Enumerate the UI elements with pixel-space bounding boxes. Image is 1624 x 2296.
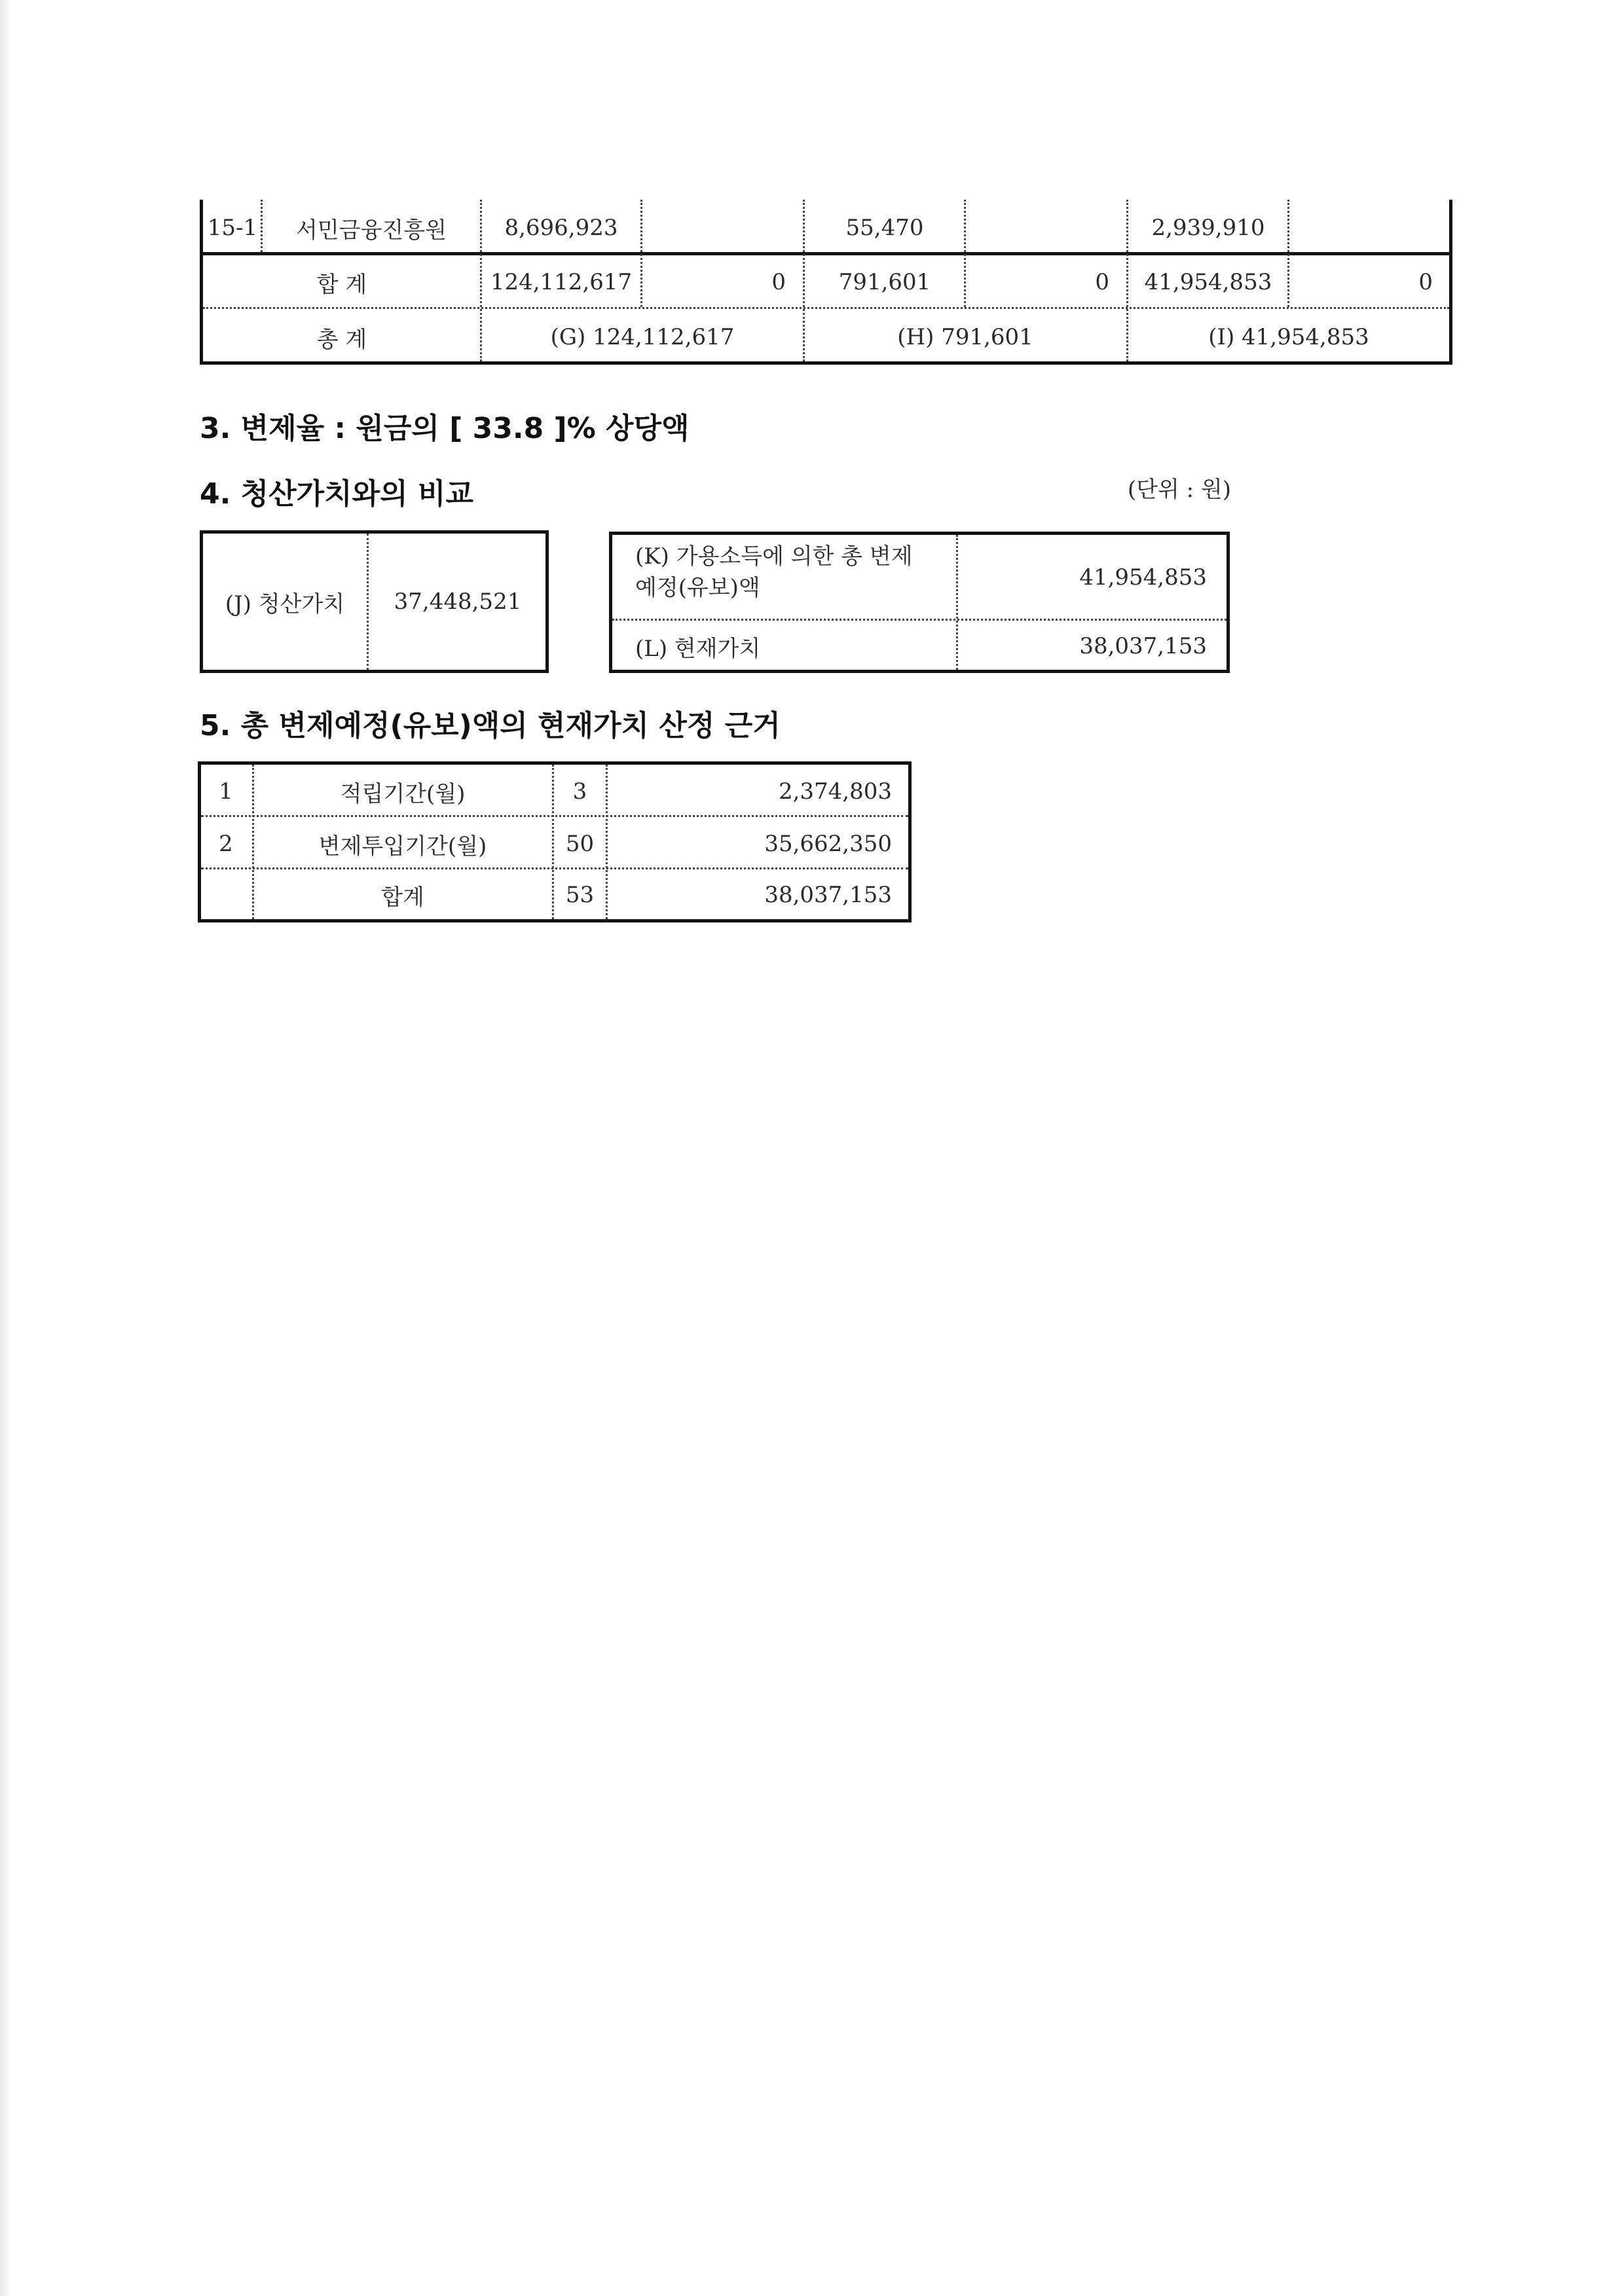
basis-row-label: 변제투입기간(월): [318, 833, 487, 860]
unit-label: (단위 : 원): [1127, 476, 1231, 503]
available-income-label-line1: (K) 가용소득에 의한 총 변제: [635, 543, 913, 570]
subtotal-label: 합 계: [316, 271, 367, 298]
basis-row-amount: 2,374,803: [778, 778, 892, 805]
present-value-amount: 38,037,153: [1079, 633, 1207, 659]
subtotal-interest: 791,601: [838, 269, 931, 295]
repayment-rate-heading: 3. 변제율 : 원금의 [ 33.8 ]% 상당액: [200, 412, 690, 445]
basis-row-number: [201, 873, 251, 917]
total-i: (I) 41,954,853: [1208, 324, 1369, 350]
liquidation-value-label: (J) 청산가치: [225, 591, 345, 617]
basis-row-label: 적립기간(월): [340, 780, 466, 807]
basis-row-months: 50: [565, 831, 595, 857]
row-number: 15-1: [207, 215, 258, 241]
subtotal-interest-secured: 0: [1095, 269, 1109, 295]
subtotal-principal-secured: 0: [771, 269, 786, 295]
total-h: (H) 791,601: [897, 324, 1033, 350]
principal-value: 8,696,923: [504, 215, 618, 241]
basis-row-months: 3: [572, 778, 587, 805]
basis-total-months: 53: [565, 882, 595, 908]
basis-total-amount: 38,037,153: [764, 882, 892, 908]
subtotal-principal: 124,112,617: [490, 269, 633, 295]
basis-row-number: 2: [219, 831, 233, 857]
available-income-label: [635, 541, 950, 614]
subtotal-repay-secured: 0: [1418, 269, 1433, 295]
present-value-label: (L) 현재가치: [635, 635, 761, 662]
present-value-basis-heading: 5. 총 변제예정(유보)액의 현재가치 산정 근거: [200, 709, 781, 742]
total-g: (G) 124,112,617: [550, 324, 735, 350]
repay-value: 2,939,910: [1151, 215, 1265, 241]
basis-row-amount: 35,662,350: [764, 831, 892, 857]
creditor-name: 서민금융진흥원: [296, 217, 447, 244]
subtotal-repay: 41,954,853: [1144, 269, 1272, 295]
scan-edge-shadow: [0, 0, 12, 2296]
available-income-label-line2: 예정(유보)액: [635, 575, 760, 601]
basis-total-label: 합계: [381, 884, 424, 911]
available-income-amount: 41,954,853: [1079, 564, 1207, 591]
interest-value: 55,470: [845, 215, 924, 241]
liquidation-value-amount: 37,448,521: [394, 589, 522, 615]
liquidation-comparison-heading: 4. 청산가치와의 비교: [200, 477, 473, 511]
basis-row-number: 1: [219, 778, 233, 805]
total-label: 총 계: [316, 326, 367, 353]
